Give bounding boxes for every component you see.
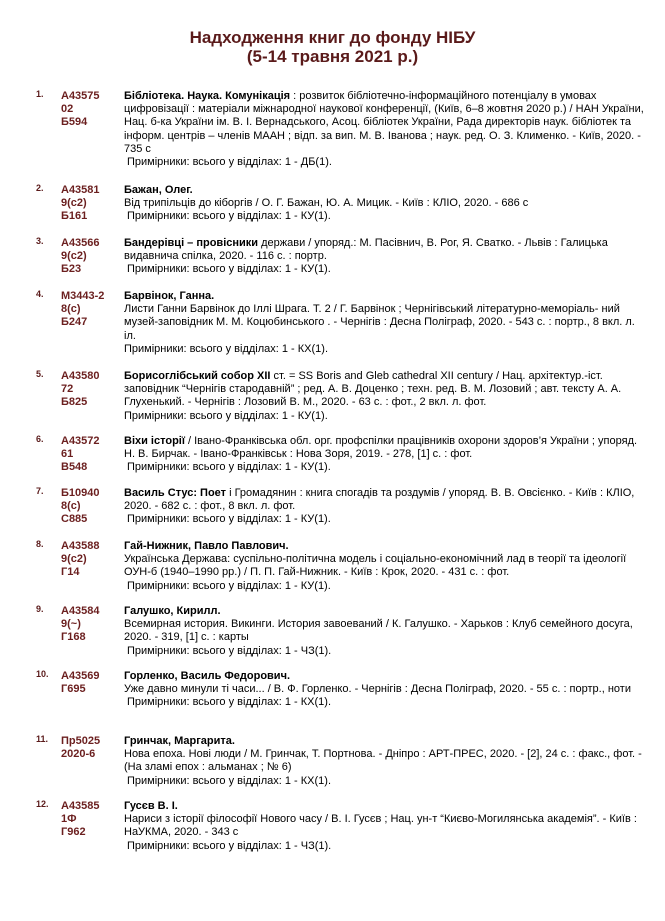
shelf-line: Б10940 (61, 487, 100, 499)
shelf-code (61, 237, 121, 277)
shelf-line: 02 (61, 103, 74, 116)
entry-body: / Івано-Франківська обл. орг. профспілки працівників охорони здоров’я України ; упоряд. Н. В. Бирчак. - Івано-Франківськ : Нова Зоря, 2019. - 278, [1] с. : фот. (124, 435, 638, 461)
entry-description (124, 290, 644, 356)
shelf-code (61, 670, 121, 696)
shelf-code (61, 735, 121, 761)
entry-body: Всемирная история. Викинги. История завоеваний / К. Галушко. - Харьков : Клуб семейного досуга, 2020. - 319, [1] с. : карты (124, 618, 633, 644)
entry-description (124, 90, 644, 169)
shelf-line: Пр5025 (61, 735, 101, 747)
entry-heading: Бандерівці – провісники (124, 237, 259, 249)
copies-info: Примірники: всього у відділах: 1 - КХ(1). (127, 774, 332, 787)
copies-info: Примірники: всього у відділах: 1 - КУ(1). (127, 579, 331, 592)
copies-info: Примірники: всього у відділах: 1 - КХ(1). (127, 696, 332, 709)
list-item (0, 370, 644, 423)
shelf-line: А43581 (61, 184, 100, 196)
shelf-line: А43572 (61, 435, 100, 447)
list-item (0, 670, 644, 710)
entry-description (124, 237, 644, 277)
shelf-line: 2020-6 (61, 748, 96, 761)
page-title (0, 28, 665, 66)
entry-number: 9. (36, 604, 44, 614)
shelf-line: Б594 (61, 116, 88, 129)
entry-description (124, 605, 644, 658)
shelf-code (61, 605, 121, 645)
entry-body: Нова епоха. Нові люди / М. Гринчак, Т. Портнова. - Дніпро : АРТ-ПРЕС, 2020. - [2], 24 с. : факс., фот. - (На зламі епох : альманах ; № 6) (124, 748, 642, 774)
list-item (0, 605, 644, 658)
shelf-line: А43575 (61, 90, 100, 102)
entry-heading: Барвінок, Ганна. (124, 290, 215, 302)
shelf-line: А43585 (61, 800, 100, 812)
entry-body: Від трипільців до кіборгів / О. Г. Бажан, Ю. А. Мицик. - Київ : КЛІО, 2020. - 686 с (124, 197, 529, 210)
copies-info: Примірники: всього у відділах: 1 - КУ(1). (127, 461, 331, 474)
entry-heading: Гусєв В. І. (124, 800, 178, 812)
copies-info: Примірники: всього у відділах: 1 - ЧЗ(1). (127, 644, 332, 657)
entry-description (124, 487, 644, 527)
copies-info: Примірники: всього у відділах: 1 - КУ(1). (127, 263, 331, 276)
shelf-line: А43569 (61, 670, 100, 682)
shelf-line: Г168 (61, 631, 86, 644)
shelf-line: 8(с) (61, 500, 81, 513)
entry-number: 2. (36, 183, 44, 193)
shelf-code (61, 540, 121, 580)
copies-info: Примірники: всього у відділах: 1 - ЧЗ(1). (127, 839, 332, 852)
entry-number: 4. (36, 289, 44, 299)
entry-number: 1. (36, 89, 44, 99)
shelf-code (61, 800, 121, 840)
shelf-line: А43580 (61, 370, 100, 382)
list-item (0, 540, 644, 593)
shelf-line: Г695 (61, 683, 86, 696)
shelf-line: 9(с2) (61, 250, 87, 263)
shelf-line: Б825 (61, 396, 88, 409)
copies-info: Примірники: всього у відділах: 1 - ДБ(1). (127, 156, 332, 169)
entry-body: і Громадянин : книга спогадів та роздумів / упоряд. В. В. Овсієнко. - Київ : КЛІО, 2020. - 682 с. : фот., 8 вкл. л. фот. (124, 487, 635, 513)
shelf-line: А43566 (61, 237, 100, 249)
list-item (0, 290, 644, 356)
shelf-line: М3443-2 (61, 290, 105, 302)
shelf-line: 9(с2) (61, 197, 87, 210)
entry-heading: Галушко, Кирилл. (124, 605, 221, 617)
entry-heading: Віхи історії (124, 435, 185, 447)
entry-description (124, 435, 644, 475)
entry-description (124, 184, 644, 224)
entry-description (124, 670, 644, 710)
shelf-line: В548 (61, 461, 88, 474)
list-item (0, 435, 644, 475)
shelf-line: 1Ф (61, 813, 77, 826)
entry-description (124, 735, 644, 788)
shelf-line: 9(с2) (61, 553, 87, 566)
shelf-line: А43588 (61, 540, 100, 552)
entry-heading: Горленко, Василь Федорович. (124, 670, 291, 682)
entry-number: 6. (36, 434, 44, 444)
shelf-line: Б247 (61, 316, 88, 329)
shelf-line: 9(~) (61, 618, 81, 631)
copies-info: Примірники: всього у відділах: 1 - КУ(1). (127, 513, 331, 526)
entry-number: 12. (36, 799, 49, 809)
entry-number: 11. (36, 734, 49, 744)
entry-number: 8. (36, 539, 44, 549)
shelf-code (61, 184, 121, 224)
entry-number: 3. (36, 236, 44, 246)
list-item (0, 487, 644, 527)
entry-body: Уже давно минули ті часи... / В. Ф. Горленко. - Чернігів : Десна Поліграф, 2020. - 55 с. : портр., ноти (124, 683, 631, 696)
entry-description (124, 800, 644, 853)
shelf-line: 61 (61, 448, 74, 461)
shelf-line: С885 (61, 513, 88, 526)
entry-number: 7. (36, 486, 44, 496)
list-item (0, 90, 644, 169)
copies-info: Примірники: всього у відділах: 1 - КУ(1). (127, 210, 331, 223)
entry-heading: Гринчак, Маргарита. (124, 735, 235, 747)
copies-info: Примірники: всього у відділах: 1 - КУ(1). (124, 409, 328, 422)
shelf-line: Г14 (61, 566, 80, 579)
shelf-line: Г962 (61, 826, 86, 839)
entry-number: 5. (36, 369, 44, 379)
entry-body: Українська Держава: суспільно-політична модель і соціально-економічний лад в теорії та ідеології ОУН-б (1940–1990 рр.) / П. П. Гай-Нижник. - Київ : Крок, 2020. - 431 с. : фот. (124, 553, 627, 579)
entry-description (124, 540, 644, 593)
shelf-code (61, 290, 121, 330)
shelf-line: Б161 (61, 210, 88, 223)
entry-heading: Гай-Нижник, Павло Павлович. (124, 540, 289, 552)
shelf-code (61, 90, 121, 130)
list-item (0, 237, 644, 277)
shelf-line: Б23 (61, 263, 82, 276)
entry-body: : розвиток бібліотечно-інформаційного потенціалу в умовах цифровізації : матеріали міжнародної наукової конференції, (Київ, 6–8 жовтня 2020 р.) / НАН України, Нац. б-ка України ім. В. І. Вернадського, Асоц. бібліотек України, Рада директорів наук. бібліотек та інформ. центрів – членів МААН ; відп. за вип. М. В. Іванова ; наук. ред. О. З. Клименко. - Київ, 2020. - 735 с (124, 90, 644, 155)
list-item (0, 800, 644, 853)
entry-number: 10. (36, 669, 49, 679)
entry-heading: Василь Стус: Поет (124, 487, 227, 499)
entry-body: Нариси з історії філософії Нового часу / В. І. Гусєв ; Нац. ун-т “Києво-Могилянська академія”. - Київ : НаУКМА, 2020. - 343 с (124, 813, 637, 839)
shelf-line: 72 (61, 383, 74, 396)
shelf-line: 8(с) (61, 303, 81, 316)
entry-heading: Бажан, Олег. (124, 184, 193, 196)
shelf-code (61, 435, 121, 475)
entry-body: ст. = SS Boris and Gleb cathedral XII century / Нац. архітектур.-іст. заповідник “Чернігів стародавній” ; ред. А. В. Доценко ; техн. ред. В. М. Лозовий ; авт. тексту А. А. Глухенький. - Чернігів : Лозовий В. М., 2020. - 63 с. : фот., 2 вкл. л. фот. (124, 370, 622, 409)
shelf-code (61, 487, 121, 527)
copies-info: Примірники: всього у відділах: 1 - КХ(1). (124, 342, 329, 355)
list-item (0, 184, 644, 224)
entry-description (124, 370, 644, 423)
entry-heading: Бібліотека. Наука. Комунікація (124, 90, 291, 102)
title-line-2: (5-14 травня 2021 р.) (246, 47, 419, 66)
entry-body: Листи Ганни Барвінок до Іллі Шрага. Т. 2 / Г. Барвінок ; Чернігівський літературно-меморіаль- ний музей-заповідник М. М. Коцюбинського . - Чернігів : Десна Поліграф, 2020. - 543 с. : портр., 8 вкл. л. іл. (124, 303, 635, 342)
shelf-line: А43584 (61, 605, 100, 617)
entry-heading: Борисоглібський собор XII (124, 370, 271, 382)
list-item (0, 735, 644, 788)
shelf-code (61, 370, 121, 410)
title-line-1: Надходження книг до фонду НІБУ (189, 28, 476, 47)
entry-body: держави / упоряд.: М. Пасівнич, В. Рог, Я. Сватко. - Львів : Галицька видавнича спілка, 2020. - 116 с. : портр. (124, 237, 608, 263)
